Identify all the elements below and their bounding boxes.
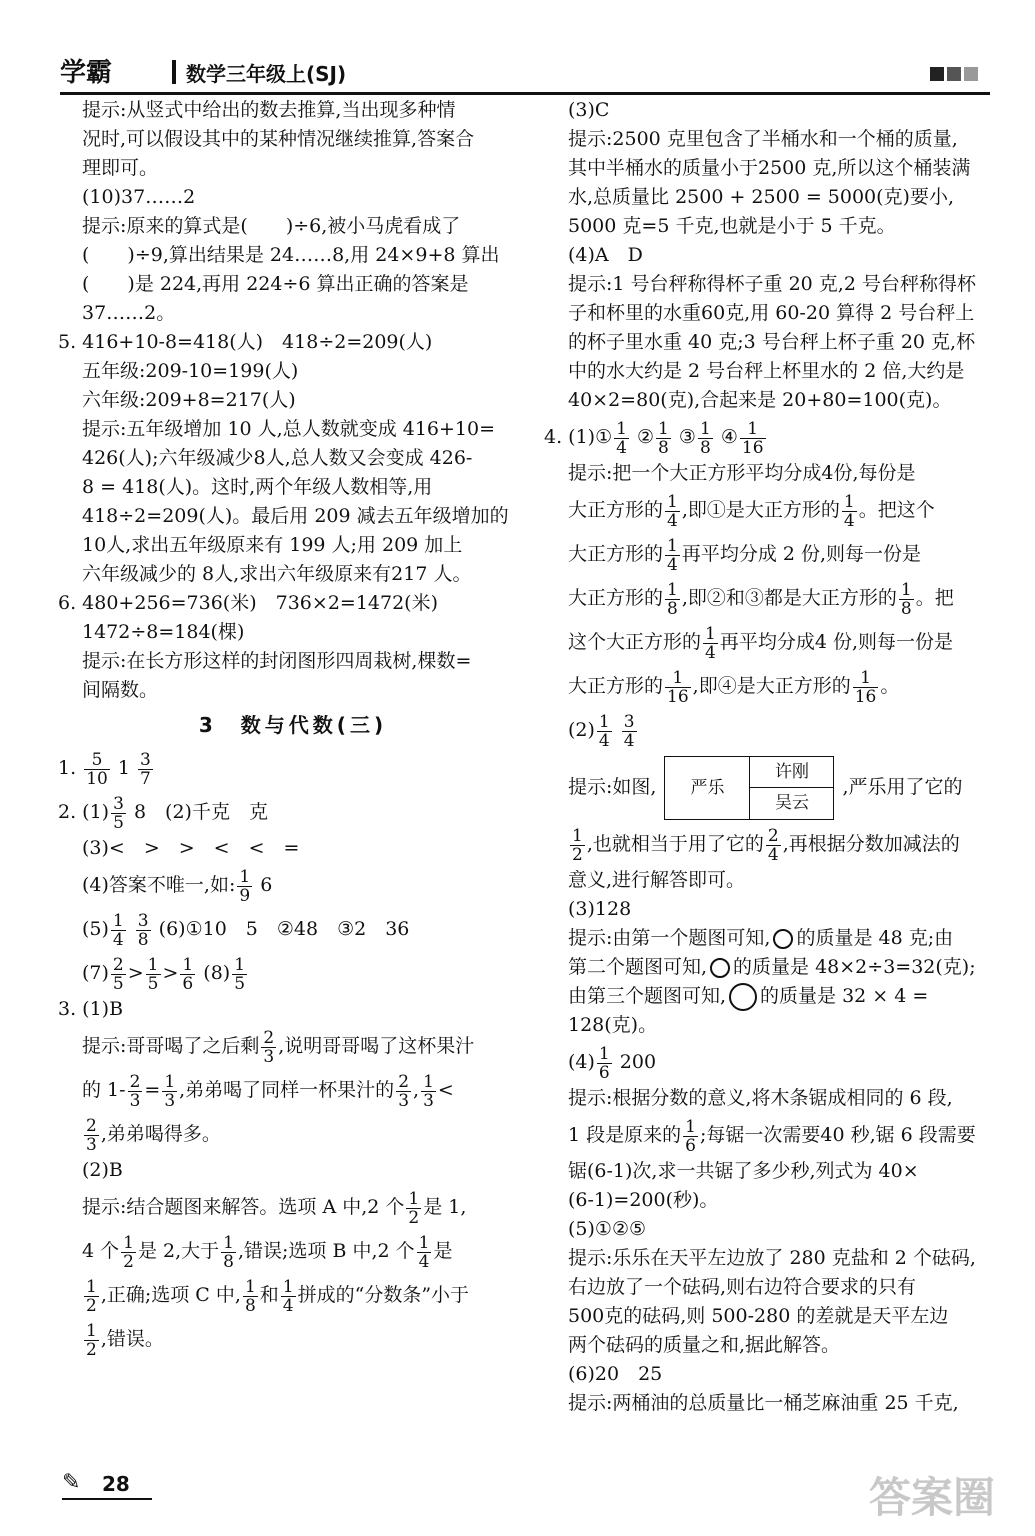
text-line: 提示:2500 克里包含了半桶水和一个桶的质量, — [568, 128, 958, 150]
circle-icon — [710, 958, 730, 978]
hint-line: 提示:结合题图来解答。选项 A 中,2 个 $\frac{1}{2}$ 是 1, — [82, 1188, 467, 1228]
hint-line: 由第三个题图可知, 的质量是 32 × 4 = — [568, 982, 1000, 1011]
fraction: $\frac{2}{3}$ — [129, 1071, 141, 1111]
text-line: 5. 416+10-8=418(人) 418÷2=209(人) — [58, 331, 433, 353]
text-line: 37……2。 — [82, 302, 176, 324]
text-line: (10)37……2 — [82, 186, 196, 208]
answer-line: (5) $\frac{1}{4}$ $\frac{3}{8}$ (6)①10 5 ②48 ③2 36 — [82, 910, 410, 950]
answer-line — [58, 746, 528, 790]
text-line: 子和杯里的水重60克,用 60-20 算得 2 号台秤上 — [568, 302, 975, 324]
box-cell: 严乐 — [665, 757, 750, 819]
text-line: 水,总质量比 2500 + 2500 = 5000(克)要小, — [568, 186, 955, 208]
hint-line: 大正方形的 $\frac{1}{8}$ ,即②和③都是大正方形的 $\frac{1}{8}$ 。把 — [568, 579, 954, 619]
hint-line: 提示:乐乐在天平左边放了 280 克盐和 2 个砝码, — [568, 1247, 976, 1269]
answer-line: (4) $\frac{1}{6}$ 200 — [568, 1043, 657, 1083]
hint-line: $\frac{2}{3}$ ,弟弟喝得多。 — [86, 1115, 221, 1155]
hint-line: 提示:根据分数的意义,将木条锯成相同的 6 段, — [568, 1087, 953, 1109]
fraction: $\frac{1}{8}$ — [244, 1276, 256, 1316]
fraction: $\frac{1}{5}$ — [147, 954, 159, 994]
hint-line: 128(克)。 — [568, 1014, 658, 1036]
hint-line: 500克的砝码,则 500-280 的差就是天平左边 — [568, 1305, 949, 1327]
hint-line: 两个砝码的质量之和,据此解答。 — [568, 1334, 841, 1356]
watermark: 答案圈 — [868, 1473, 995, 1522]
answer-line: (3)C — [568, 99, 610, 121]
hint-line: $\frac{1}{2}$ ,错误。 — [86, 1320, 164, 1360]
text-line: 六年级减少的 8人,求出六年级原来有217 人。 — [82, 563, 472, 585]
fraction: $\frac{1}{3}$ — [423, 1071, 434, 1111]
answer-line: (4)答案不唯一,如: $\frac{1}{9}$ 6 — [82, 866, 273, 906]
hint-line: $\frac{1}{2}$ ,正确;选项 C 中, $\frac{1}{8}$ 和 $\frac{1}{4}$ 拼成的“分数条”小于 — [86, 1276, 470, 1316]
circle-icon — [729, 983, 757, 1011]
hint-line: 第二个题图可知, 的质量是 48×2÷3=32(克); — [568, 956, 976, 978]
section-title: 3 数与代数(三) — [198, 713, 388, 737]
fraction: $\frac{1}{9}$ — [239, 866, 251, 906]
hint-line: (6-1)=200(秒)。 — [568, 1189, 719, 1211]
fraction: $\frac{1}{16}$ — [854, 667, 877, 707]
fraction: $\frac{1}{6}$ — [598, 1043, 610, 1083]
fraction: $\frac{1}{8}$ — [667, 579, 678, 619]
square-icon — [947, 67, 961, 81]
answer-text: 1 — [117, 757, 130, 779]
fraction: $\frac{1}{2}$ — [408, 1188, 420, 1228]
fraction: $\frac{1}{16}$ — [667, 667, 689, 707]
book-title: 数学三年级上(SJ) — [186, 62, 347, 86]
fraction: $\frac{1}{16}$ — [741, 418, 764, 458]
left-column — [58, 96, 528, 1361]
fraction: $\frac{1}{6}$ — [182, 954, 194, 994]
text-line: 6. 480+256=736(米) 736×2=1472(米) — [58, 592, 439, 614]
hint-line: 大正方形的 $\frac{1}{4}$ 再平均分成 2 份,则每一份是 — [568, 535, 922, 575]
fraction: $\frac{3}{4}$ — [623, 711, 635, 751]
hint-line: 提示:把一个大正方形平均分成4份,每份是 — [568, 462, 916, 484]
hint-line: 的 1- $\frac{2}{3}$ = $\frac{1}{3}$ ,弟弟喝了同样一杯果汁的 $\frac{2}{3}$ , $\frac{1}{3}$ < — [82, 1071, 454, 1111]
answer-line: (3)< > > < < = — [82, 837, 300, 859]
text-line: 40×2=80(克),合起来是 20+80=100(克)。 — [568, 389, 952, 411]
answer-line: (7) $\frac{2}{5}$ > $\frac{1}{5}$ > $\frac{1}{6}$ (8) $\frac{1}{5}$ — [82, 954, 246, 994]
hint-line: 提示:两桶油的总质量比一桶芝麻油重 25 千克, — [568, 1392, 959, 1414]
text-line: 六年级:209+8=217(人) — [82, 389, 296, 411]
brand-logo: 学霸 — [60, 58, 113, 88]
fraction: $\frac{2}{5}$ — [112, 954, 124, 994]
hint-line: 提示:如图, 严乐 许刚 吴云 ,严乐用了它的 — [568, 752, 1000, 822]
header-divider — [172, 60, 176, 84]
fraction: $\frac{1}{8}$ — [658, 418, 669, 458]
hint-line: 大正方形的 $\frac{1}{4}$ ,即①是大正方形的 $\frac{1}{4}$ 。把这个 — [568, 491, 935, 531]
fraction: $\frac{3}{7}$ — [140, 749, 151, 789]
fraction: $\frac{1}{3}$ — [164, 1071, 176, 1111]
page-header — [60, 52, 990, 92]
fraction: $\frac{1}{2}$ — [572, 825, 583, 865]
fraction: $\frac{2}{4}$ — [767, 825, 779, 865]
text-line: 理即可。 — [82, 157, 159, 179]
fraction: $\frac{1}{4}$ — [112, 910, 124, 950]
answer-line: (2)B — [82, 1159, 123, 1181]
text-line: 10人,求出五年级原来有 199 人;用 209 加上 — [82, 534, 463, 556]
fraction: $\frac{1}{4}$ — [667, 491, 678, 531]
hint-line: 4 个 $\frac{1}{2}$ 是 2,大于 $\frac{1}{8}$ ,错误;选项 B 中,2 个 $\frac{1}{4}$ 是 — [82, 1232, 453, 1272]
text-line: 中的水大约是 2 号台秤上杯里水的 2 倍,大约是 — [568, 360, 965, 382]
text-line: 418÷2=209(人)。最后用 209 减去五年级增加的 — [82, 505, 509, 527]
fraction: $\frac{1}{8}$ — [223, 1232, 234, 1272]
fraction: $\frac{1}{4}$ — [418, 1232, 430, 1272]
fraction: $\frac{1}{8}$ — [699, 418, 711, 458]
text-line: 五年级:209-10=199(人) — [82, 360, 299, 382]
answer-line: (4)A D — [568, 244, 643, 266]
fraction: $\frac{3}{8}$ — [137, 910, 149, 950]
answer-line: 2. (1) $\frac{3}{5}$ 8 (2)千克 克 — [58, 793, 268, 833]
hint-line: 大正方形的 $\frac{1}{16}$ ,即④是大正方形的 $\frac{1}{16}$ 。 — [568, 667, 900, 707]
text-line: ( )÷9,算出结果是 24……8,用 24×9+8 算出 — [82, 244, 500, 266]
name-box-diagram — [664, 756, 834, 820]
hint-line: 右边放了一个砝码,则右边符合要求的只有 — [568, 1276, 917, 1298]
text-line: 提示:1 号台秤称得杯子重 20 克,2 号台秤称得杯 — [568, 273, 976, 295]
header-rule — [60, 92, 990, 95]
fraction: $\frac{1}{8}$ — [900, 579, 912, 619]
answer-line: (5)①②⑤ — [568, 1218, 647, 1240]
hint-line: 提示:哥哥喝了之后剩 $\frac{2}{3}$ ,说明哥哥喝了这杯果汁 — [82, 1027, 475, 1067]
square-icon — [930, 67, 944, 81]
fraction: $\frac{1}{2}$ — [123, 1232, 134, 1272]
fraction: $\frac{2}{3}$ — [86, 1115, 97, 1155]
text-line: 5000 克=5 千克,也就是小于 5 千克。 — [568, 215, 896, 237]
fraction: $\frac{1}{5}$ — [234, 954, 246, 994]
question-number: 1. — [58, 757, 77, 779]
fraction: $\frac{1}{4}$ — [667, 535, 678, 575]
fraction: $\frac{1}{2}$ — [86, 1276, 97, 1316]
fraction: $\frac{1}{2}$ — [86, 1320, 97, 1360]
text-line: 426(人);六年级减少8人,总人数又会变成 426- — [82, 447, 473, 469]
text-line: 8 = 418(人)。这时,两个年级人数相等,用 — [82, 476, 433, 498]
text-line: 提示:从竖式中给出的数去推算,当出现多种情 — [82, 99, 456, 121]
fraction: $\frac{2}{3}$ — [398, 1071, 410, 1111]
square-icon — [964, 67, 978, 81]
text-line: 其中半桶水的质量小于2500 克,所以这个桶装满 — [568, 157, 971, 179]
hint-line: 锯(6-1)次,求一共锯了多少秒,列式为 40× — [568, 1160, 919, 1182]
hint-line: 提示:由第一个题图可知, 的质量是 48 克;由 — [568, 927, 954, 949]
page-footer — [62, 1470, 162, 1500]
fraction: $\frac{1}{4}$ — [705, 623, 716, 663]
hint-line: 这个大正方形的 $\frac{1}{4}$ 再平均分成4 份,则每一份是 — [568, 623, 954, 663]
text-line: 1472÷8=184(棵) — [82, 621, 245, 643]
hint-line: 意义,进行解答即可。 — [568, 869, 746, 891]
text-line: 况时,可以假设其中的某种情况继续推算,答案合 — [82, 128, 475, 150]
hint-line: $\frac{1}{2}$ ,也就相当于用了它的 $\frac{2}{4}$ ,再根据分数加减法的 — [572, 825, 960, 865]
page-number: 28 — [102, 1472, 130, 1496]
fraction: $\frac{2}{3}$ — [263, 1027, 275, 1067]
answer-line: (6)20 25 — [568, 1363, 663, 1385]
fraction: $\frac{3}{5}$ — [113, 793, 124, 833]
fraction: $\frac{1}{6}$ — [685, 1116, 696, 1156]
text-line: 提示:原来的算式是( )÷6,被小马虎看成了 — [82, 215, 461, 237]
box-cell: 吴云 — [774, 793, 809, 813]
answer-line: 4. (1)① $\frac{1}{4}$ ② $\frac{1}{8}$ ③ $\frac{1}{8}$ ④ $\frac{1}{16}$ — [544, 418, 764, 458]
text-line: 间隔数。 — [82, 679, 159, 701]
answer-line: 3. (1)B — [58, 998, 124, 1020]
text-line: ( )是 224,再用 224÷6 算出正确的答案是 — [82, 273, 469, 295]
text-line: 的杯子里水重 40 克;3 号台秤上杯子重 20 克,杯 — [568, 331, 976, 353]
header-squares — [927, 66, 978, 85]
footer-rule — [62, 1498, 152, 1500]
fraction: $\frac{5}{10}$ — [86, 749, 108, 789]
pencil-icon: ✎ — [62, 1470, 81, 1495]
box-cell: 许刚 — [750, 757, 833, 788]
answer-line: (3)128 — [568, 898, 632, 920]
hint-line: 1 段是原来的 $\frac{1}{6}$ ;每锯一次需要40 秒,锯 6 段需要 — [568, 1116, 976, 1156]
right-column — [544, 96, 1000, 1418]
fraction: $\frac{1}{4}$ — [616, 418, 627, 458]
text-line: 提示:五年级增加 10 人,总人数就变成 416+10= — [82, 418, 496, 440]
circle-icon — [773, 929, 793, 949]
fraction: $\frac{1}{4}$ — [598, 711, 610, 751]
fraction: $\frac{1}{4}$ — [282, 1276, 294, 1316]
answer-line: (2) $\frac{1}{4}$ $\frac{3}{4}$ — [568, 711, 635, 751]
text-line: 提示:在长方形这样的封闭图形四周栽树,棵数= — [82, 650, 472, 672]
fraction: $\frac{1}{4}$ — [843, 491, 855, 531]
